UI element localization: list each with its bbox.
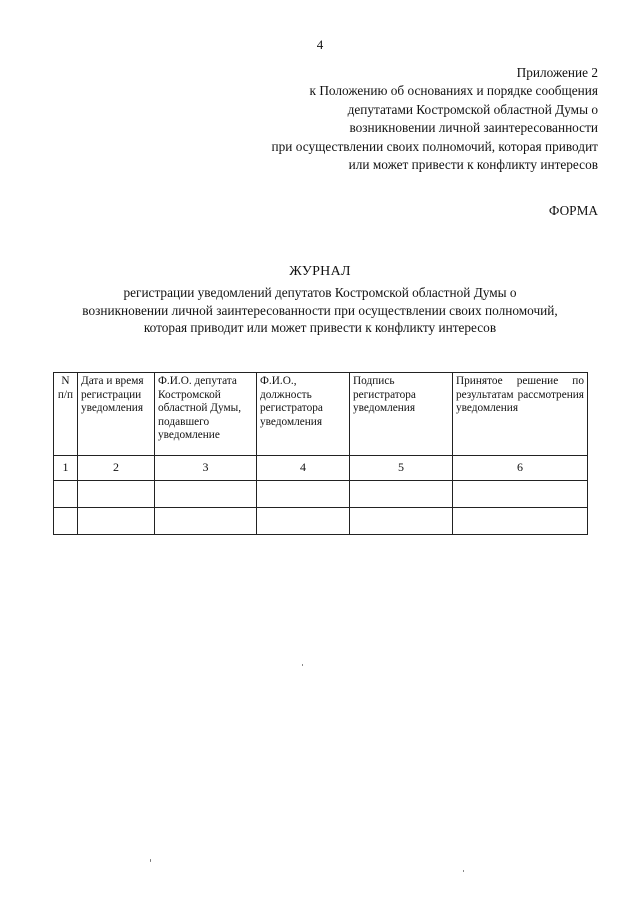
column-number-cell: 2 (78, 456, 155, 481)
column-number-cell: 3 (155, 456, 257, 481)
empty-cell (257, 508, 350, 535)
column-number-cell: 4 (257, 456, 350, 481)
empty-cell (453, 481, 588, 508)
appendix-line: к Положению об основаниях и порядке сообщения (309, 83, 598, 99)
header-cell-deputy: Ф.И.О. депутата Костромской областной Думы, подавшего уведомление (155, 373, 257, 456)
journal-subtitle-line: которая приводит или может привести к конфликту интересов (143, 320, 497, 335)
table-header-row (54, 373, 588, 456)
journal-subtitle-line: регистрации уведомлений депутатов Костромской областной Думы о (123, 285, 517, 300)
table-row (54, 481, 588, 508)
appendix-line: при осуществлении своих полномочий, которая приводит (271, 138, 598, 154)
empty-cell (155, 508, 257, 535)
header-cell-number: N п/п (54, 373, 78, 456)
column-number-cell: 6 (453, 456, 588, 481)
appendix-line: возникновении личной заинтересованности (349, 120, 598, 136)
header-cell-signature: Подпись регистратора уведомления (350, 373, 453, 456)
header-cell-decision: Принятое решение по результатам рассмотрения уведомления (453, 373, 588, 456)
header-cell-registrar: Ф.И.О., должность регистратора уведомления (257, 373, 350, 456)
empty-cell (350, 508, 453, 535)
scan-speck (463, 870, 464, 872)
registration-table (53, 372, 588, 535)
form-label: ФОРМА (548, 203, 598, 218)
empty-cell (453, 508, 588, 535)
appendix-line: депутатами Костромской областной Думы о (347, 101, 598, 117)
journal-subtitle-line: возникновении личной заинтересованности при осуществлении своих полномочий, (82, 302, 558, 318)
table-column-numbers-row (54, 456, 588, 481)
appendix-block (178, 64, 598, 174)
scan-speck (302, 664, 303, 666)
appendix-line: Приложение 2 (516, 65, 598, 80)
column-number-cell: 5 (350, 456, 453, 481)
appendix-line: или может привести к конфликту интересов (348, 157, 598, 173)
empty-cell (54, 481, 78, 508)
empty-cell (257, 481, 350, 508)
header-cell-date: Дата и время регистрации уведомления (78, 373, 155, 456)
empty-cell (78, 508, 155, 535)
scan-speck (150, 859, 151, 862)
journal-title: ЖУРНАЛ (289, 264, 351, 279)
table-row (54, 508, 588, 535)
empty-cell (78, 481, 155, 508)
empty-cell (54, 508, 78, 535)
column-number-cell: 1 (54, 456, 78, 481)
journal-subtitle (30, 284, 610, 337)
page-number: 4 (316, 37, 324, 52)
empty-cell (350, 481, 453, 508)
empty-cell (155, 481, 257, 508)
